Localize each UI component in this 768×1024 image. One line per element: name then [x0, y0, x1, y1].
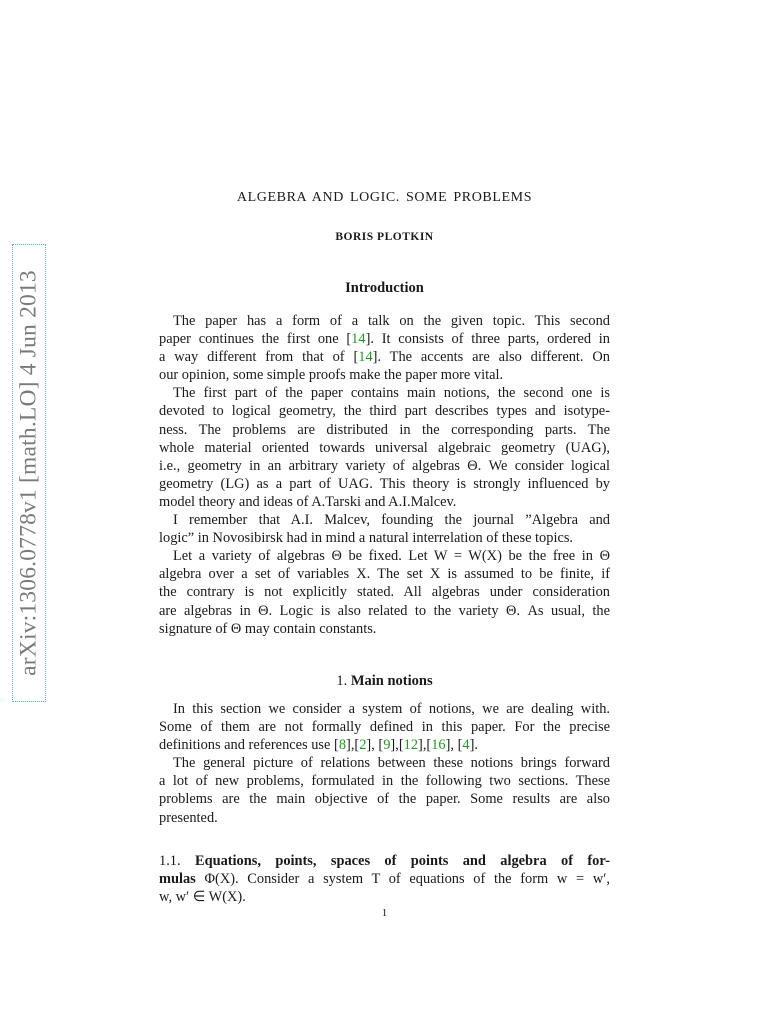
text-line: signature of Θ may contain constants. — [159, 620, 377, 637]
arxiv-id: arXiv:1306.0778v1 [math.LO] 4 Jun 2013 — [15, 270, 42, 676]
text-line: The general picture of relations between these notions brings forward — [173, 755, 610, 772]
text-line: geometry (LG) as a part of UAG. This theory is strongly influenced by — [159, 475, 610, 492]
text-line: definitions and references use [8],[2], [9],[12],[16], [4]. — [159, 737, 479, 754]
intro-heading: Introduction — [345, 280, 424, 296]
text-line: The first part of the paper contains main notions, the second one is — [173, 385, 610, 402]
citation-link[interactable]: 9 — [383, 737, 391, 754]
page-number: 1 — [381, 907, 388, 919]
text-line: Let a variety of algebras Θ be fixed. Let W = W(X) be the free in Θ — [173, 548, 610, 565]
text-line: whole material oriented towards universal algebraic geometry (UAG), — [159, 439, 610, 456]
citation-link[interactable]: 8 — [338, 737, 347, 754]
text-line: algebra over a set of variables X. The set X is assumed to be finite, if — [159, 566, 610, 583]
intro-text — [159, 312, 610, 638]
text-line: presented. — [159, 809, 218, 826]
text-line: ness. The problems are distributed in the corresponding parts. The — [159, 421, 610, 438]
text-line: problems are the main objective of the paper. Some results are also — [159, 791, 610, 808]
section-title: Main notions — [350, 673, 433, 689]
text-line: a lot of new problems, formulated in the following two sections. These — [159, 773, 610, 790]
text-line: our opinion, some simple proofs make the paper more vital. — [159, 367, 504, 384]
citation-link[interactable]: 12 — [403, 737, 419, 754]
citation-link[interactable]: 16 — [431, 737, 446, 754]
arxiv-stamp — [12, 244, 46, 702]
text-line: i.e., geometry in an arbitrary variety of algebras Θ. We consider logical — [159, 457, 610, 474]
text-line: the contrary is not explicitly stated. All algebras under consideration — [159, 584, 610, 601]
section-1-text — [159, 700, 610, 827]
text-line: logic” in Novosibirsk had in mind a natural interrelation of these topics. — [159, 530, 574, 547]
text-line: The paper has a form of a talk on the given topic. This second — [173, 313, 610, 329]
text-line: paper continues the first one [14]. It consists of three parts, ordered in — [159, 331, 610, 348]
subsection-line: 1.1. Equations, points, spaces of points and algebra of for- — [159, 853, 610, 869]
text-line: model theory and ideas of A.Tarski and A.I.Malcev. — [159, 493, 457, 510]
section-number: 1. — [336, 673, 348, 689]
citation-link[interactable]: 14 — [358, 349, 373, 366]
text-line: are algebras in Θ. Logic is also related to the variety Θ. As usual, the — [159, 602, 610, 619]
paper-author: BORIS PLOTKIN — [335, 231, 434, 243]
subsection-line: mulas Φ(X). Consider a system T of equations of the form w = w′, — [159, 871, 610, 888]
text-line: I remember that A.I. Malcev, founding the journal ”Algebra and — [173, 512, 610, 529]
paper-title: ALGEBRA AND LOGIC. SOME PROBLEMS — [236, 190, 533, 205]
text-line: Some of them are not formally defined in this paper. For the precise — [159, 719, 610, 736]
citation-link[interactable]: 2 — [359, 737, 367, 754]
text-line: a way different from that of [14]. The accents are also different. On — [159, 349, 610, 366]
citation-link[interactable]: 4 — [462, 737, 470, 754]
subsection-line: w, w′ ∈ W(X). — [159, 889, 246, 906]
subsection-1-1 — [159, 852, 610, 906]
subsection-title: Equations, points, spaces of points and algebra of for- — [194, 853, 610, 869]
section-1-heading — [159, 673, 610, 690]
text-line: devoted to logical geometry, the third part describes types and isotype- — [159, 403, 610, 420]
citation-link[interactable]: 14 — [351, 331, 366, 348]
text-line: In this section we consider a system of notions, we are dealing with. — [173, 701, 610, 717]
subsection-title-cont: mulas — [159, 871, 196, 888]
